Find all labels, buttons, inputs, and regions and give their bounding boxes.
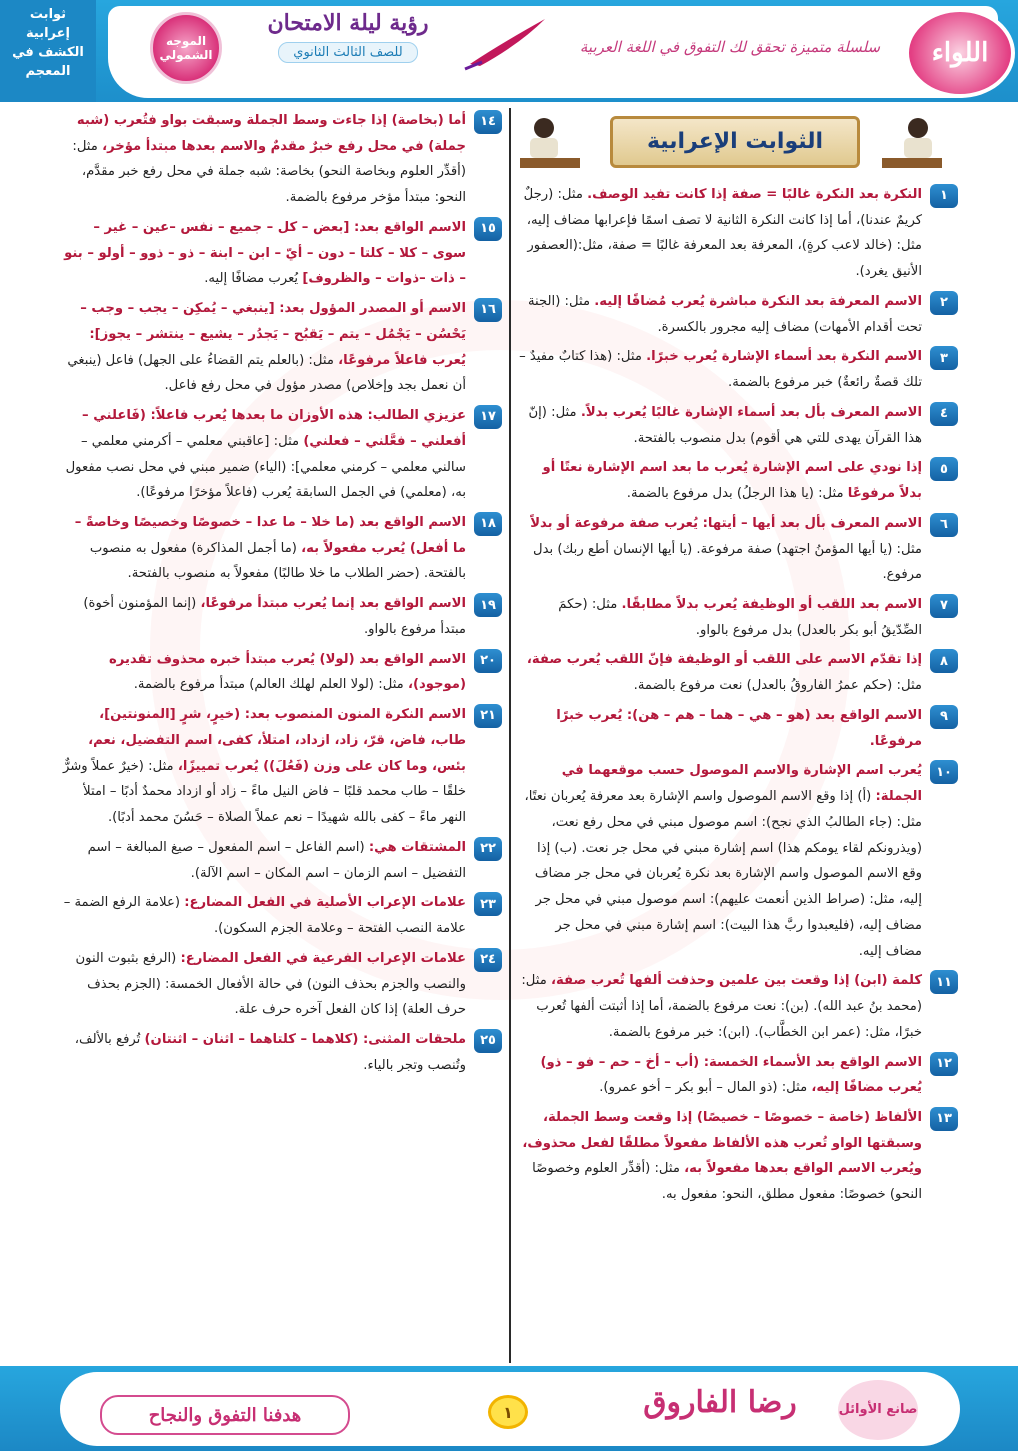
rule-item [62, 890, 502, 941]
rule-number: ١٤ [474, 110, 502, 134]
rule-item [62, 647, 502, 698]
rule-number: ١٩ [474, 593, 502, 617]
rule-number: ٢٠ [474, 649, 502, 673]
rule-body: مثل: (أقدِّر العلوم وخصوصًا النحو) خصوصًا: مفعول مطلق، النحو: مفعول به. [532, 1161, 922, 1203]
badge-left: الموجه الشمولي [150, 12, 222, 84]
rule-item [518, 455, 958, 506]
rule-item [518, 1105, 958, 1208]
rule-lead: الاسم النكرة المنون المنصوب بعد: (خيرٍ، شرٍ [المنونتين]، طاب، فاض، قرّ، زاد، ازداد، امتلأ، كفى، اسم التفضيل، نعم، بئس، وما كان على وزن (فَعُلَ)) يُعرب تمييزًا، [88, 707, 466, 774]
rule-number: ١٦ [474, 298, 502, 322]
rule-lead: أما (بخاصة) إذا جاءت وسط الجملة وسبقت بواو فتُعرب (شبه جملة) في محل رفع خبرٌ مقدمٌ والاسم بعدها مبتدأ مؤخر، [76, 113, 466, 154]
header-series: سلسلة متميزة تحقق لك التفوق في اللغة العربية [579, 38, 881, 56]
rule-body: مثل: (إنّ هذا القرآن يهدى للتي هي أقوم) بدل منصوب بالفتحة. [528, 404, 922, 446]
rule-number: ١٥ [474, 217, 502, 241]
rule-number: ٩ [930, 705, 958, 729]
column-divider [509, 108, 511, 1363]
rule-lead: الاسم أو المصدر المؤول بعد: [ينبغي – يُمكِن – يجب – وجب – يَحْسُن – يَجْمُل – يتم – يَقبُح – يَجدُر – يشيع – ينتشر – يجوز]: يُعرب فاعلاً مرفوعًا، [80, 301, 466, 368]
rule-body: مثل: (حكمَ الصِّدّيقُ أبو بكر بالعدل) بدل مرفوع بالواو. [558, 597, 922, 638]
rule-body: مثل: (هذا كتابٌ مفيدٌ –تلك قصةٌ رائعةٌ) خبر مرفوع بالضمة. [519, 349, 922, 391]
rule-body: (علامة الرفع الضمة – علامة النصب الفتحة – وعلامة الجزم السكون). [63, 895, 466, 937]
rule-item [518, 592, 958, 643]
rule-lead: الاسم المعرف بأل بعد أيها – أيتها: يُعرب صفة مرفوعة أو بدلاً [530, 515, 922, 531]
header-title: رؤية ليلة الامتحان [267, 10, 429, 36]
rule-body: مثل: [عاقبني معلمي – أكرمني معلمي – سالني معلمي – كرمني معلمي]: (الياء) ضمير مبني في محل نصب مفعول به، (معلمي) في الجمل السابقة يُعرب (فاعلاً مؤخرًا مرفوعًا). [65, 433, 466, 501]
rule-lead: الاسم المعرف بأل بعد أسماء الإشارة غالبًا يُعرب بدلاً. [580, 404, 922, 420]
rule-lead: الاسم الواقع بعد (ما خلا – ما عدا – خصوصًا وخصيصًا وخاصةً – ما أفعل) يُعرب مفعولاً به، [74, 515, 466, 556]
rule-body: (الرفع بثبوت النون والنصب والجزم بحذف النون) في حالة الأفعال الخمسة: (الجزم بحذف حرف العلة) إذا كان الفعل آخره حرف علة. [75, 950, 466, 1018]
rule-lead: كلمة (ابن) إذا وقعت بين علمين وحذفت ألفها تُعرب صفة، [551, 973, 922, 989]
rule-number: ٤ [930, 402, 958, 426]
rule-lead: المشتقات هي: [368, 839, 466, 855]
rule-number: ١٧ [474, 405, 502, 429]
quill-icon [460, 14, 550, 74]
rule-lead: ملحقات المثنى: (كلاهما – كلتاهما – اثنان – اثنتان) [144, 1031, 466, 1047]
rule-lead: الألفاظ (خاصة – خصوصًا – خصيصًا) إذا وقعت وسط الجملة، وسبقتها الواو تُعرب هذه الألفاظ مفعولاً مطلقًا لفعل محذوف، ويُعرب الاسم الواقع بعدها مفعولاً به، [522, 1109, 922, 1177]
side-tag [0, 0, 96, 102]
rule-body: مثل: (يا أيها المؤمنُ اجتهد) صفة مرفوعة. (يا أيها الإنسان أطع ربك) بدل مرفوع. [533, 541, 922, 583]
rule-item [62, 403, 502, 506]
rule-item [518, 511, 958, 588]
footer-slogan: هدفنا التفوق والنجاح [100, 1395, 350, 1435]
rule-item [62, 835, 502, 886]
rule-lead: النكرة بعد النكرة غالبًا = صفة إذا كانت تفيد الوصف. [587, 187, 922, 202]
rule-body: مثل: (حكم عمرُ الفاروقُ بالعدل) نعت مرفوع بالضمة. [633, 678, 922, 694]
rule-body: (ما أجمل المذاكرة) مفعول به منصوب بالفتحة. (حضر الطلاب ما خلا طالبًا) مفعولاً به منصوب بالفتحة. [89, 540, 466, 582]
rule-lead: الاسم النكرة بعد أسماء الإشارة يُعرب خبرًا. [646, 349, 922, 365]
rule-number: ١ [930, 184, 958, 208]
title-box [518, 112, 958, 172]
footer-badge: صانع الأوائل [838, 1380, 918, 1440]
rule-lead: الاسم الواقع بعد إنما يُعرب مبتدأ مرفوعًا، [200, 596, 466, 612]
rule-lead: الاسم الواقع بعد (هو – هي – هما – هم – هن): يُعرب خبرًا مرفوعًا. [556, 707, 922, 749]
rule-body: مثل: (الجنة تحت أقدام الأمهات) مضاف إليه مجرور بالكسرة. [527, 293, 922, 335]
right-column [518, 108, 958, 1212]
rule-list-left [62, 108, 502, 1078]
rule-number: ٧ [930, 594, 958, 618]
rule-body: (أ) إذا وقع الاسم الموصول واسم الإشارة بعد معرفة يُعربان نعتًا، مثل: (جاء الطالبُ الذي نجح): اسم موصول مبني في محل رفع نعت، (ويذرونكم لقاء يومكم هذا) اسم إشارة مبني في محل جر نعت. (ب) إذا وقع الاسم الموصول واسم الإشارة بعد نكرة يُعربان في محل جر مضاف إليه، مثل: (صراط الذين أنعمت عليهم): اسم موصول مبني في محل جر مضاف إليه، (فليعبدوا ربَّ هذا البيت): اسم إشارة مبني في محل جر مضاف إليه. [524, 789, 922, 959]
rule-body: (إنما المؤمنون أخوة) مبتدأ مرفوع بالواو. [83, 596, 466, 637]
rule-item [518, 703, 958, 754]
rule-number: ١١ [930, 970, 958, 994]
rule-number: ٦ [930, 513, 958, 537]
side-tag-line: الكشف في [12, 44, 84, 60]
rule-number: ٢٤ [474, 948, 502, 972]
rule-body: مثل: (خيرٌ عملاً وشرٌّ خلقًا – طاب محمد قلبًا – فاض النيل ماءً – زاد أو ازداد محمدٌ أدبًا – امتلأ النهر ماءً – كفى بالله شهيدًا – نعم عملاً الصلاة – حَسُنَ محمد أدبًا). [62, 758, 466, 826]
page-title: الثوابت الإعرابية [610, 116, 860, 168]
rule-number: ٨ [930, 649, 958, 673]
rule-lead: إذا نودي على اسم الإشارة يُعرب ما بعد اسم الإشارة نعتًا أو بدلاً مرفوعًا [542, 460, 922, 502]
rule-body: (اسم الفاعل – اسم المفعول – صيغ المبالغة – اسم التفضيل – اسم الزمان – اسم المكان – اسم الآلة). [87, 839, 466, 881]
rule-number: ٢٥ [474, 1029, 502, 1053]
rule-item [62, 296, 502, 399]
side-tag-line: إعرابية [26, 25, 70, 41]
rule-body: مثل: (يا هذا الرجلُ) بدل مرفوع بالضمة. [626, 486, 844, 502]
rule-number: ٢٣ [474, 892, 502, 916]
rule-body: مثل: (لولا العلم لهلك العالم) مبتدأ مرفوع بالضمة. [133, 677, 404, 693]
rule-body: مثل: (بالعلم يتم القضاءُ على الجهل) فاعل (ينبغي أن نعمل بجد وإخلاص) مصدر مؤول في محل رفع فاعل. [67, 352, 466, 394]
rule-lead: يُعرب اسم الإشارة والاسم الموصول حسب موقعهما في الجملة: [561, 763, 922, 805]
rule-item [62, 1027, 502, 1078]
rule-item [62, 591, 502, 642]
left-column [62, 108, 502, 1082]
rule-number: ١٢ [930, 1052, 958, 1076]
rule-list-right [518, 182, 958, 1208]
header-center [238, 10, 458, 63]
rule-item [62, 215, 502, 292]
rule-lead: الاسم الواقع بعد (لولا) يُعرب مبتدأ خبره محذوف تقديره (موجود)، [109, 651, 466, 693]
rule-number: ٢١ [474, 704, 502, 728]
rule-lead: الاسم الواقع بعد الأسماء الخمسة: (أب – أخ – حم – فو – ذو) يُعرب مضافًا إليه، [540, 1054, 922, 1096]
rule-lead: الاسم الواقع بعد: [بعض – كل – جميع – نفس –عين – غير – سوى – كلا – كلتا – دون – أيّ – ابن – ابنة – ذو – ذوو – أولو – بنو – ذات –ذوات – والظروف] [64, 219, 466, 287]
rule-item [518, 344, 958, 395]
rule-body: يُعرب مضافًا إليه. [204, 271, 299, 287]
grade-label: للصف الثالث الثانوي [278, 42, 417, 63]
brand-logo: اللواء [905, 8, 1015, 98]
rule-body: مثل: (محمد بنُ عبد الله). (بن): نعت مرفوع بالضمة، أما إذا أثبتت ألفها تُعرب خبرًا، مثل: (عمر ابن الخطَّاب). (ابن): خبر مرفوع بالضمة. [521, 973, 922, 1040]
rule-lead: عزيزي الطالب: هذه الأوزان ما بعدها يُعرب فاعلاً: (فَاعلني – أفعلني – فعَّلني – فعلني) [82, 408, 466, 449]
rule-item [518, 1050, 958, 1101]
rule-body: تُرفع بالألف، وتُنصب وتجر بالياء. [74, 1031, 466, 1073]
rule-item [518, 400, 958, 451]
rule-number: ٢ [930, 291, 958, 315]
rule-body: مثل: (ذو المال – أبو بكر – أخو عمرو). [599, 1080, 808, 1096]
rule-body: مثل: (رجلٌ كريمٌ عندنا)، أما إذا كانت النكرة الثانية لا تصف اسمًا فإعرابها مضاف إليه، مثل: (خالد لاعب كرةٍ)، المعرفة بعد المعرفة غالبًا = صفة، مثل:(العصفور الأنيق يغرد). [523, 187, 922, 280]
rule-lead: الاسم المعرفة بعد النكرة مباشرة يُعرب مُضافًا إليه. [594, 293, 922, 309]
rule-item [518, 289, 958, 340]
side-tag-line: ثوابت [29, 7, 67, 22]
rule-item [62, 108, 502, 211]
rule-item [518, 968, 958, 1045]
rule-number: ١٨ [474, 512, 502, 536]
rule-lead: إذا تقدّم الاسم على اللقب أو الوظيفة فإنّ اللقب يُعرب صفة، [526, 652, 922, 668]
rule-lead: الاسم بعد اللقب أو الوظيفة يُعرب بدلاً مطابقًا. [621, 597, 922, 613]
rule-item [518, 182, 958, 285]
rule-item [62, 702, 502, 831]
student-icon [518, 114, 584, 170]
rule-number: ١٠ [930, 760, 958, 784]
rule-item [518, 647, 958, 698]
rule-number: ٢٢ [474, 837, 502, 861]
rule-lead: علامات الإعراب الفرعية في الفعل المضارع: [180, 950, 466, 966]
student-icon [878, 114, 944, 170]
rule-number: ٣ [930, 346, 958, 370]
rule-body: مثل: (أقدِّر العلوم وبخاصة النحو) بخاصة: شبه جملة في محل رفع خبر مقدَّم، النحو: مبتدأ مؤخر مرفوع بالضمة. [72, 138, 466, 206]
page-number: ١ [488, 1395, 528, 1429]
rule-lead: علامات الإعراب الأصلية في الفعل المضارع: [184, 895, 466, 911]
rule-item [518, 758, 958, 964]
author-name: رضا الفاروق [643, 1385, 797, 1420]
rule-number: ١٣ [930, 1107, 958, 1131]
rule-item [62, 946, 502, 1023]
rule-number: ٥ [930, 457, 958, 481]
side-tag-line: المعجم [25, 63, 71, 79]
rule-item [62, 510, 502, 587]
